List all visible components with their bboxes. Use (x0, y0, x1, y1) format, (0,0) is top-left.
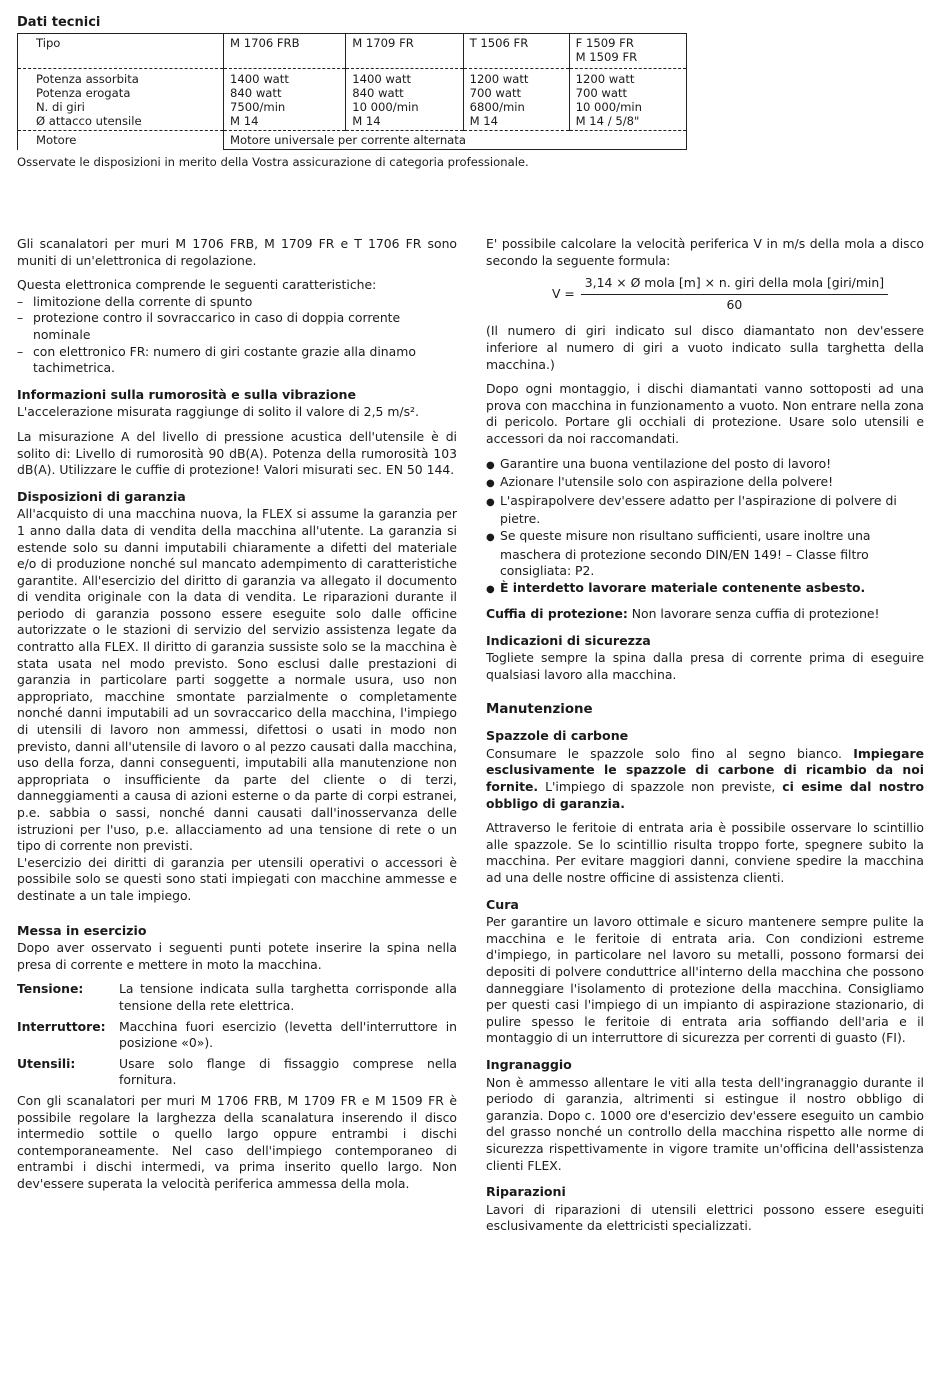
param-label: Potenza erogata (36, 86, 131, 100)
spec-value: 7500/min (230, 100, 286, 114)
motor-value: Motore universale per corrente alternata (224, 131, 687, 150)
safety-heading: Indicazioni di sicurezza (486, 632, 651, 648)
list-item: ● Se queste misure non risultano sufficienti, usare inoltre una maschera di protezione secondo DIN/EN 149! – Classe filtro consigliata: P2. (486, 528, 924, 580)
list-item: – con elettronico FR: numero di giri costante grazie alla dinamo tachimetrica. (17, 344, 457, 377)
definition-row (17, 1019, 457, 1052)
list-item: ● L'aspirapolvere dev'essere adatto per l'aspirazione di polvere di pietre. (486, 493, 924, 528)
formula-denominator: 60 (726, 296, 743, 312)
startup-definitions (17, 981, 457, 1089)
spec-value: 700 watt (469, 86, 522, 100)
brushes-heading: Spazzole di carbone (486, 728, 629, 744)
model-name-pair (569, 34, 686, 69)
insurance-note: Osservate le disposizioni in merito della Vostra assicurazione di categoria professionale. (17, 155, 529, 169)
spec-value: 6800/min (469, 100, 525, 114)
spec-value: 840 watt (230, 86, 282, 100)
warranty-paragraph: All'acquisto di una macchina nuova, la FLEX si assume la garanzia per 1 anno dalla data di vendita della macchina all'utente. La garanzia si estende solo su danni imputabili chiaramente a difetti del materiale e/o di produzione nonché sul mancato adempimento di caratteristiche garantite. All'esercizio del diritto di garanzia va allegato il documento di vendita originale con la data di vendita. Le riparazioni durante il periodo di garanzia possono essere eseguite solo dalle officine autorizzate o le stazioni di servizio del servizio assistenza legate da contratto alla FLEX. Il diritto di garanzia sussiste solo se la macchina è stata usata nel modo previsto. Sono esclusi dalle prestazioni di garanzia in particolare parti soggette a normale usura, uso non appropriato, macchine smontate parzialmente o completamente nonché danni imputabili ad un sovraccarico della macchina, l'impiego di utensili di lavoro non ammessi, difettosi o usati in modo non previsto, danni all'utensile di lavoro o al pezzo causati dalla macchina, uso della forza, danni conseguenti, imputabili alla manutenzione non appropriata o insufficiente da parte del cliente o di terzi, danneggiamenti a causa di azioni esterne o da parte di corpi estranei, p.e. sabbia o sassi, nonché danni causati dall'inosservanza delle istruzioni per l'uso, p.e. allacciamento ad una tensione di rete o un tipo di corrente non previsti. (17, 506, 457, 854)
list-item: – protezione contro il sovraccarico in caso di doppia corrente nominale (17, 310, 457, 343)
intro-paragraph: Gli scanalatori per muri M 1706 FRB, M 1709 FR e T 1706 FR sono muniti di un'elettronica di regolazione. (17, 236, 457, 268)
definition-row (17, 981, 457, 1014)
brushes-paragraph (486, 746, 924, 812)
model-name: M 1706 FRB (224, 34, 346, 69)
specs-title: Dati tecnici (17, 15, 101, 30)
definition-desc: La tensione indicata sulla targhetta corrisponde alla tensione della rete elettrica. (119, 981, 457, 1013)
definition-desc: Macchina fuori esercizio (levetta dell'interruttore in posizione «0»). (119, 1018, 457, 1051)
param-label: Ø attacco utensile (36, 114, 142, 128)
model-values (569, 69, 686, 131)
spec-value: 10 000/min (575, 100, 642, 114)
brushes-text: Consumare le spazzole solo fino al segno bianco. (486, 745, 854, 761)
speed-formula (516, 275, 924, 313)
list-item: – limitozione della corrente di spunto (17, 294, 457, 311)
repair-heading: Riparazioni (486, 1184, 566, 1200)
list-item: ● Azionare l'utensile solo con aspirazione della polvere! (486, 474, 924, 493)
formula-lhs: V = (551, 285, 575, 301)
gear-heading: Ingranaggio (486, 1056, 572, 1072)
formula-numerator: 3,14 × Ø mola [m] × n. giri della mola [giri/min] (581, 275, 888, 295)
definition-term: Tensione: (17, 981, 84, 997)
brushes-emphasis: ci esime dal nostro obbligo di garanzia. (486, 779, 924, 811)
model-name: M 1509 FR (575, 50, 638, 64)
startup-paragraph: Con gli scanalatori per muri M 1706 FRB, M 1709 FR e M 1509 FR è possibile regolare la larghezza della scanalatura inserendo il disco intermedio sottile o quello largo oppure entrambi i dischi contemporaneamente. Nel caso dell'impiego contemporaneo di entrambi i dischi intermedi, va prima inserito quello largo. Non dev'essere superata la velocità periferica ammessa della mola. (17, 1092, 457, 1191)
definition-desc: Usare solo flange di fissaggio comprese nella fornitura. (119, 1055, 457, 1088)
safety-bullets (486, 456, 924, 599)
list-item: ● Garantire una buona ventilazione del posto di lavoro! (486, 456, 924, 475)
warranty-heading: Disposizioni di garanzia (17, 488, 186, 504)
features-intro: Questa elettronica comprende le seguenti caratteristiche: (17, 277, 377, 293)
repair-paragraph: Lavori di riparazioni di utensili elettrici possono essere eseguiti esclusivamente da elettricisti specializzati. (486, 1201, 924, 1234)
definition-term: Utensili: (17, 1055, 76, 1071)
model-values (463, 69, 569, 131)
guard-paragraph (486, 606, 924, 623)
definition-row (17, 1056, 457, 1089)
startup-paragraph: Dopo aver osservato i seguenti punti potete inserire la spina nella presa di corrente e mettere in moto la macchina. (17, 940, 457, 972)
noise-paragraph: L'accelerazione misurata raggiunge di solito il valore di 2,5 m/s². (17, 404, 419, 420)
guard-text: Non lavorare senza cuffia di protezione! (627, 606, 880, 622)
spec-value: 1200 watt (575, 72, 635, 86)
noise-heading: Informazioni sulla rumorosità e sulla vibrazione (17, 386, 357, 402)
gear-paragraph: Non è ammesso allentare le viti alla testa dell'ingranaggio durante il periodo di garanzia, altrimenti si estingue il nostro obbligo di garanzia. Dopo c. 1000 ore d'esercizio dev'essere eseguito un cambio del grasso nonché un controllo della macchina rispetto alle norme di sicurezza rispettivamente in vigore tramite un'officina dell'assistenza clienti FLEX. (486, 1074, 924, 1173)
tipo-label: Tipo (18, 34, 224, 69)
brushes-emphasis: Impiegare esclusivamente le spazzole di carbone di ricambio da noi fornite. (486, 745, 924, 795)
spec-value: M 14 / 5/8" (575, 114, 640, 128)
spec-value: M 14 (469, 114, 499, 128)
formula-fraction (581, 275, 888, 313)
brushes-paragraph: Attraverso le feritoie di entrata aria è possibile osservare lo scintillio alle spazzole. Se lo scintillio risulta troppo forte, spegnere subito la macchina. Per evitare maggiori danni, conviene spedire la macchina ad una delle nostre officine di assistenza clienti. (486, 820, 924, 885)
param-label: Potenza assorbita (36, 72, 139, 86)
param-label: N. di giri (36, 100, 85, 114)
startup-heading: Messa in esercizio (17, 922, 147, 938)
spec-value: 1200 watt (469, 72, 529, 86)
model-values (346, 69, 463, 131)
spec-value: 1400 watt (352, 72, 412, 86)
assembly-paragraph: Dopo ogni montaggio, i dischi diamantati vanno sottoposti ad una prova con macchina in funzionamento a vuoto. Non entrare nella zona di pericolo. Portare gli occhiali di protezione. Usare solo utensili e accessori da noi raccomandati. (486, 381, 924, 446)
guard-label: Cuffia di protezione: (486, 606, 628, 622)
warranty-paragraph: L'esercizio dei diritti di garanzia per utensili operativi o accessori è possibile solo se questi sono stati impiegati con macchine ammesse e destinate a un tale impiego. (17, 854, 457, 903)
speed-paragraph: E' possibile calcolare la velocità periferica V in m/s della mola a disco secondo la seguente formula: (486, 236, 924, 268)
safety-paragraph: Togliete sempre la spina dalla presa di corrente prima di eseguire qualsiasi lavoro alla macchina. (486, 650, 924, 683)
model-name: T 1506 FR (463, 34, 569, 69)
spec-value: 10 000/min (352, 100, 419, 114)
param-labels (18, 69, 224, 131)
spec-value: M 14 (230, 114, 259, 128)
brushes-text: L'impiego di spazzole non previste, (538, 779, 783, 795)
model-name: F 1509 FR (575, 36, 634, 50)
noise-paragraph: La misurazione A del livello di pressione acustica dell'utensile è di solito di: Livello di rumorosità 90 dB(A). Potenza della rumorosità 103 dB(A). Utilizzare le cuffie di protezione! Valori misurati sec. EN 50 144. (17, 428, 457, 478)
left-column (17, 236, 457, 1200)
right-column (486, 236, 924, 1243)
speed-note: (Il numero di giri indicato sul disco diamantato non dev'essere inferiore al numero di giri a vuoto indicato sulla targhetta della macchina.) (486, 323, 924, 372)
spec-value: 1400 watt (230, 72, 289, 86)
model-name: M 1709 FR (346, 34, 463, 69)
maintenance-heading: Manutenzione (486, 701, 593, 717)
specs-table (17, 33, 687, 150)
definition-term: Interruttore: (17, 1018, 106, 1034)
list-item: ● È interdetto lavorare materiale contenente asbesto. (486, 580, 924, 599)
motor-label: Motore (18, 131, 224, 150)
spec-value: 840 watt (352, 86, 404, 100)
care-paragraph: Per garantire un lavoro ottimale e sicuro mantenere sempre pulite la macchina e le feritoie di entrata aria. Con condizioni estreme d'impiego, in particolare nel lavoro su metalli, possono formarsi dei depositi di polvere conduttrice all'interno della macchina che possono danneggiare l'isolamento di protezione della macchina. Consigliamo per questi casi l'impiego di un impianto di aspirazione stazionario, di pulire spesso le feritoie di entrata aria soffiando dell'aria e il montaggio di un interruttore di sicurezza per correnti di guasto (FI). (486, 914, 924, 1046)
model-values (224, 69, 346, 131)
features-list (17, 294, 457, 377)
spec-value: M 14 (352, 114, 381, 128)
care-heading: Cura (486, 896, 519, 912)
spec-value: 700 watt (575, 86, 628, 100)
